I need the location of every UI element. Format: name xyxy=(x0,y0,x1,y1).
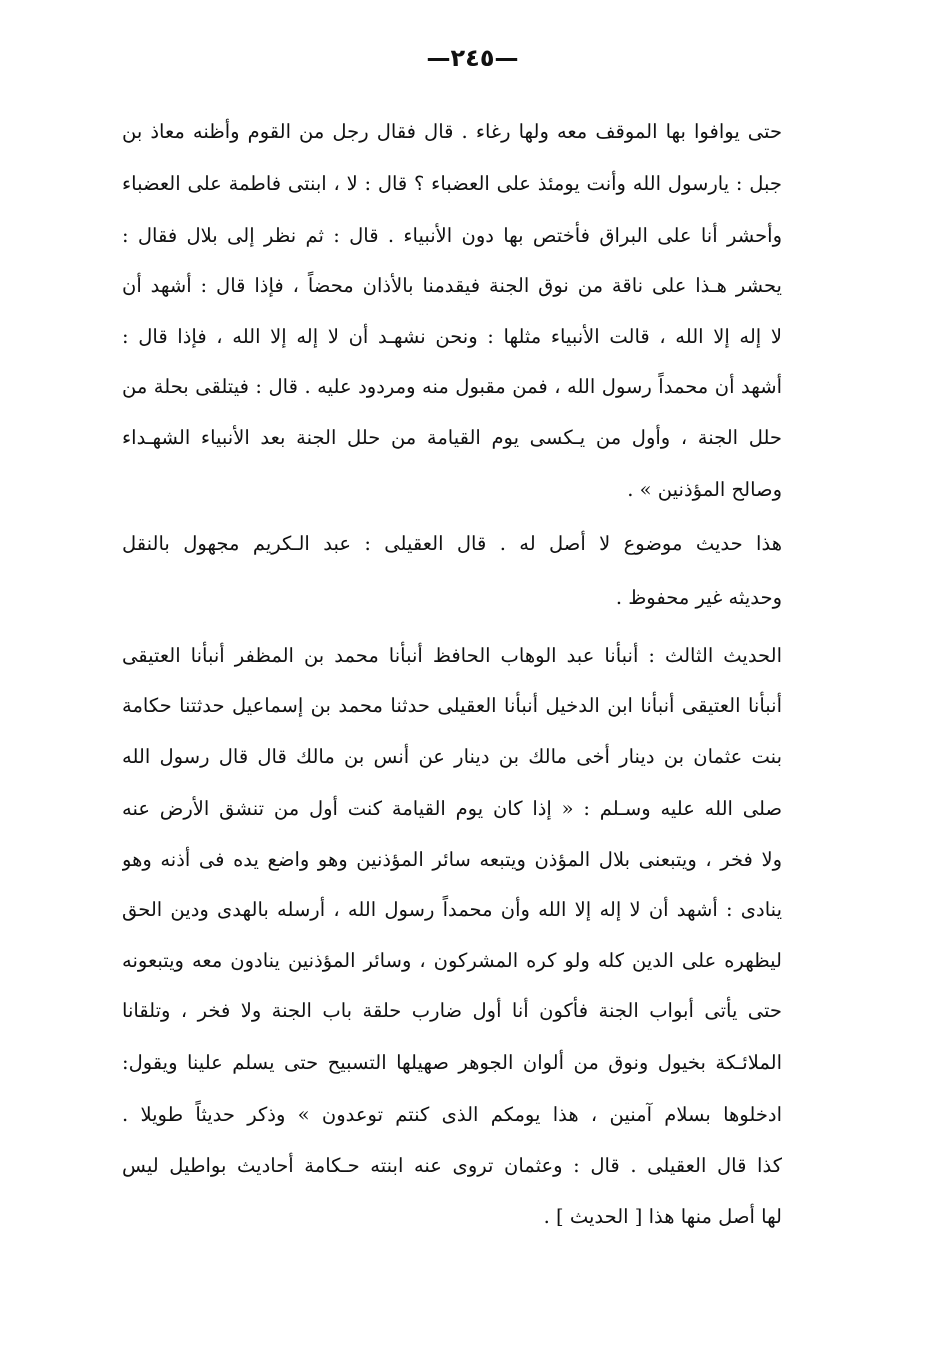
text-line: وحديثه غير محفوظ . xyxy=(615,586,782,609)
text-line: حتى يوافوا بها الموقف معه ولها رغاء . قال فقال رجل من القوم وأظنه معاذ بن xyxy=(122,120,782,143)
text-line: الملائـكة بخيول ونوق من ألوان الجوهر صهيلها التسبيح حتى يسلم علينا ويقول: xyxy=(122,1051,782,1074)
text-line: جبل : يارسول الله وأنت يومئذ على العضباء ؟ قال : لا ، ابنتى فاطمة على العضباء xyxy=(122,172,782,195)
text-line: هذا حديث موضوع لا أصل له . قال العقيلى : عبد الـكريم مجهول بالنقل xyxy=(122,532,782,555)
text-line: حلل الجنة ، وأول من يـكسى يوم القيامة من حلل الجنة بعد الأنبياء الشهـداء xyxy=(122,426,782,449)
text-line: أشهد أن محمداً رسول الله ، فمن مقبول منه ومردود عليه . قال : فيتلقى بحلة من xyxy=(122,375,782,398)
text-line: لا إله إلا الله ، قالت الأنبياء مثلها : ونحن نشهـد أن لا إله إلا الله ، فإذا قال : xyxy=(122,325,782,348)
text-line: كذا قال العقيلى . قال : وعثمان تروى عنه ابنته حـكامة أحاديث بواطيل ليس xyxy=(122,1154,782,1177)
text-line: وصالح المؤذنين » . xyxy=(627,478,782,501)
text-line: لها أصل منها هذا [ الحديث ] . xyxy=(543,1205,782,1228)
page-number: —٢٤٥— xyxy=(426,44,519,72)
text-line: ينادى : أشهد أن لا إله إلا الله وأن محمداً رسول الله ، أرسله بالهدى ودين الحق xyxy=(122,898,782,921)
text-line: صلى الله عليه وسـلم : « إذا كان يوم القيامة كنت أول من تنشق الأرض عنه xyxy=(122,797,782,820)
text-line: أنبأنا العتيقى أنبأنا ابن الدخيل أنبأنا العقيلى حدثنا محمد بن إسماعيل حدثتنا حكامة xyxy=(122,694,782,717)
text-line: ليظهره على الدين كله ولو كره المشركون ، وسائر المؤذنين ينادون معه ويتبعونه xyxy=(122,949,782,972)
text-line: حتى يأتى أبواب الجنة فأكون أنا أول ضارب حلقة باب الجنة ولا فخر ، وتلقانا xyxy=(122,999,782,1022)
text-line: يحشر هـذا على ناقة من نوق الجنة فيقدمنا بالأذان محضاً ، فإذا قال : أشهد أن xyxy=(122,274,782,297)
text-line: بنت عثمان بن دينار أخى مالك بن دينار عن أنس بن مالك قال قال رسول الله xyxy=(122,745,782,768)
text-line: ادخلوها بسلام آمنين ، هذا يومكم الذى كنتم توعدون » وذكر حديثاً طويلا . xyxy=(122,1103,782,1126)
text-line: وأحشر أنا على البراق فأختص بها دون الأنبياء . قال : ثم نظر إلى بلال فقال : xyxy=(122,224,782,247)
text-line: الحديث الثالث : أنبأنا عبد الوهاب الحافظ أنبأنا محمد بن المظفر أنبأنا العتيقى xyxy=(122,644,782,667)
text-line: ولا فخر ، ويتبعنى بلال المؤذن ويتبعه سائر المؤذنين وهو واضع يده فى أذنه وهو xyxy=(122,848,782,871)
